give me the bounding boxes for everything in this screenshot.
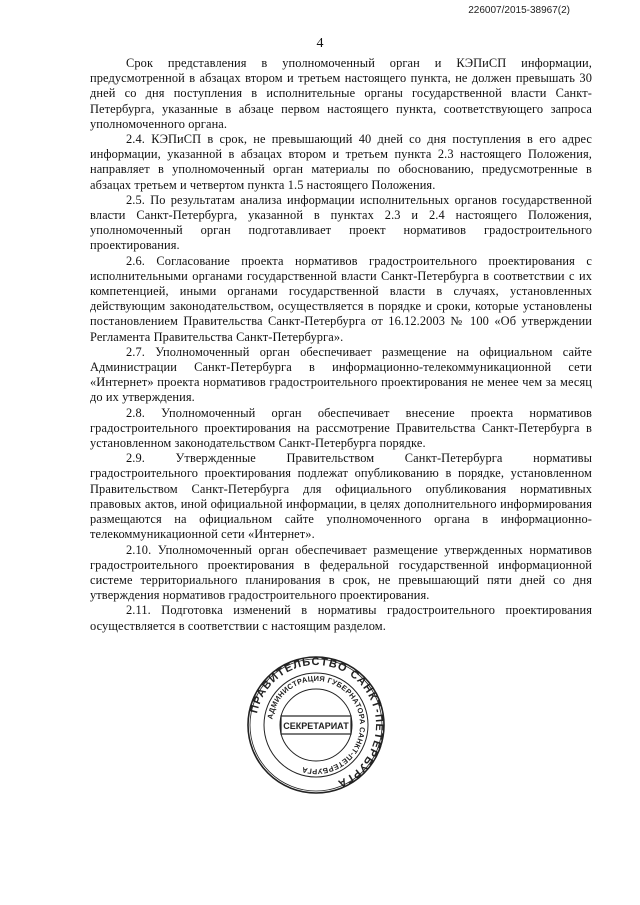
page-number: 4	[316, 36, 324, 51]
paragraph-2-9: 2.9. Утвержденные Правительством Санкт-Петербурга нормативы градостроительного проектирования подлежат опубликованию в порядке, установленном Правительством Санкт-Петербурга для официального опубликования нормативных правовых актов, иной официальной информации, в целях дополнительного информирования размещаются на официальном сайте уполномоченного органа в информационно-телекоммуникационной сети «Интернет».	[90, 451, 592, 542]
stamp-inner-text: АДМИНИСТРАЦИЯ ГУБЕРНАТОРА САНКТ-ПЕТЕРБУРГА	[265, 673, 368, 777]
official-stamp	[246, 655, 386, 795]
document-body	[90, 56, 592, 634]
document-number: 226007/2015-38967(2)	[468, 5, 570, 16]
paragraph-2-11: 2.11. Подготовка изменений в нормативы градостроительного проектирования осуществляется в соответствии с настоящим разделом.	[90, 603, 592, 633]
stamp-center-text: СЕКРЕТАРИАТ	[283, 721, 349, 731]
paragraph-2-6: 2.6. Согласование проекта нормативов градостроительного проектирования с исполнительными органами государственной власти Санкт-Петербурга в соответствии с их компетенцией, иными органами государственной власти в случаях, установленных действующим законодательством, осуществляется в порядке и сроки, которые установлены постановлением Правительства Санкт-Петербурга от 16.12.2003 № 100 «Об утверждении Регламента Правительства Санкт-Петербурга».	[90, 253, 592, 344]
paragraph-2-5: 2.5. По результатам анализа информации исполнительных органов государственной власти Санкт-Петербурга, указанной в пунктах 2.3 и 2.4 настоящего Положения, уполномоченный орган подготавливает проект нормативов градостроительного проектирования.	[90, 192, 592, 253]
paragraph-deadline: Срок представления в уполномоченный орган и КЭПиСП информации, предусмотренной в абзацах втором и третьем настоящего пункта, не должен превышать 30 дней со дня поступления в исполнительные органы государственной власти Санкт-Петербурга, указанные в абзаце первом настоящего пункта, соответствующего запроса уполномоченного органа.	[90, 56, 592, 131]
paragraph-2-7: 2.7. Уполномоченный орган обеспечивает размещение на официальном сайте Администрации Санкт-Петербурга в информационно-телекоммуникационной сети «Интернет» проекта нормативов градостроительного проектирования не менее чем за месяц до их утверждения.	[90, 344, 592, 405]
stamp-outer-text: ПРАВИТЕЛЬСТВО САНКТ-ПЕТЕРБУРГА	[248, 655, 386, 790]
paragraph-2-8: 2.8. Уполномоченный орган обеспечивает внесение проекта нормативов градостроительного проектирования на рассмотрение Правительства Санкт-Петербурга в установленном законодательством Санкт-Петербурга порядке.	[90, 405, 592, 451]
paragraph-2-4: 2.4. КЭПиСП в срок, не превышающий 40 дней со дня поступления в его адрес информации, указанной в абзацах втором и третьем пункта 2.3 настоящего Положения, направляет в уполномоченный орган материалы по обоснованию, предусмотренные в абзацах третьем и четвертом пункта 1.5 настоящего Положения.	[90, 132, 592, 192]
paragraph-2-10: 2.10. Уполномоченный орган обеспечивает размещение утвержденных нормативов градостроительного проектирования в федеральной государственной информационной системе территориального планирования в срок, не превышающий пяти дней со дня утверждения нормативов градостроительного проектирования.	[90, 542, 592, 603]
